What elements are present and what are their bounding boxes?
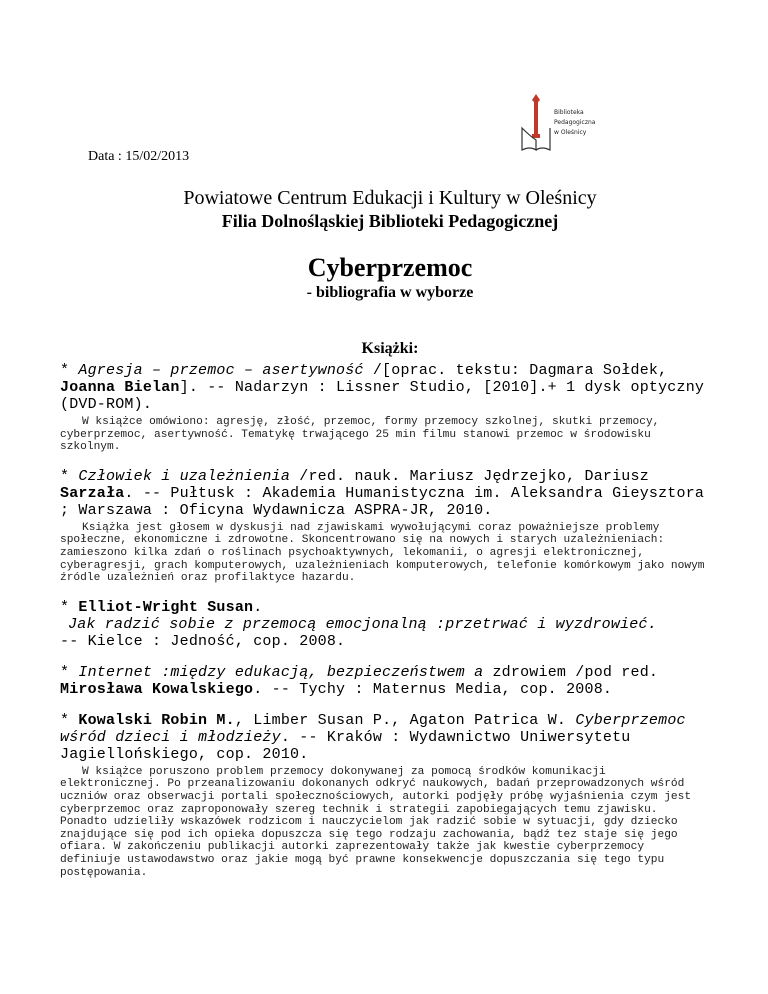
bibliography-entry [60, 599, 710, 650]
entry-pre-author: /red. nauk. Mariusz Jędrzejko, Dariusz [290, 467, 649, 485]
entry-author-line [60, 599, 710, 616]
entry-citation [60, 599, 710, 650]
entry-publication: . -- Tychy : Maternus Media, cop. 2008. [253, 680, 613, 698]
section-heading [0, 340, 768, 358]
entry-author: Mirosława Kowalskiego [60, 680, 254, 698]
logo-line: w Oleśnicy [554, 129, 587, 136]
entry-description: W książce poruszono problem przemocy dokonywanej za pomocą środków komunikacji elektronicznej. Po przeanalizowaniu dokonanych odkryć naukowych, badań przeprowadzonych wśród uczniów oraz obserwacji portali społecznościowych, autorki podjęły próbę wyjaśnienia czym jest cyberprzemoc oraz zaproponowały szereg technik i strategii zapobiegających temu zjawisku. Ponadto udzieliły wskazówek rodzicom i nauczycielom jak radzić sobie w sytuacji, gdy dziecko znajdujące się pod ich opieka dopuszcza się tego rodzaju zachowania, bądź tez staje się jego ofiara. W zakończeniu publikacji autorki zaprezentowały także jak kwestie cyberprzemocy definiuje ustawodawstwo oraz jakie mogą być prawne konsekwencje dopuszczania się tego typu postępowania. [60, 765, 692, 879]
bibliography-entry [60, 468, 710, 585]
title-block [0, 253, 768, 303]
entry-after-author: . [253, 598, 263, 616]
entry-citation [60, 362, 710, 413]
bibliography-entry [60, 712, 710, 879]
entry-bullet: * [60, 711, 79, 729]
bibliography-list [60, 362, 710, 893]
institution-name: Powiatowe Centrum Edukacji i Kultury w Oleśnicy [183, 187, 597, 209]
section-heading-text: Książki: [361, 340, 419, 357]
entry-author: Joanna Bielan [60, 379, 180, 396]
entry-citation [60, 664, 710, 698]
entry-citation [60, 468, 710, 519]
entry-title: Jak radzić sobie z przemocą emocjonalną :przetrwać i wyzdrowieć. [68, 615, 657, 633]
entry-pre-author: /[oprac. tekstu: Dagmara Sołdek, [363, 362, 668, 379]
entry-author: Kowalski Robin M. [78, 711, 235, 729]
institution-header [0, 186, 768, 232]
library-logo-icon [518, 90, 554, 154]
entry-title: Człowiek i uzależnienia [78, 467, 291, 485]
entry-publication: -- Kielce : Jedność, cop. 2008. [60, 632, 346, 650]
entry-after-author: , Limber Susan P., Agaton Patrica W. [234, 711, 576, 729]
logo-line: Pedagogiczna [554, 119, 596, 126]
entry-author: Sarzała [60, 484, 125, 502]
page-title: Cyberprzemoc [307, 253, 473, 282]
entry-author: Elliot-Wright Susan [78, 598, 254, 616]
entry-bullet: * [60, 467, 79, 485]
bibliography-entry [60, 664, 710, 698]
entry-bullet: * [60, 663, 79, 681]
entry-pre-author: zdrowiem /pod red. [483, 663, 659, 681]
entry-description: Książka jest głosem w dyskusji nad zjawiskami wywołującymi coraz poważniejsze problemy społeczne, ekonomiczne i zdrowotne. Skoncentrowano się na nowych i starych uzależnieniach: zamieszono kilka zdań o roślinach psychoaktywnych, lekomanii, o agresji elektronicznej, cyberagresji, grach komputerowych, uzależnieniach komputerowych, telefonie komórkowym jako nowym źródle uzależnień oraz profilaktyce hazardu. [60, 521, 705, 585]
entry-title: Agresja – przemoc – asertywność [78, 362, 364, 379]
entry-bullet: * [60, 362, 79, 379]
institution-branch: Filia Dolnośląskiej Biblioteki Pedagogicznej [221, 211, 559, 231]
entry-citation [60, 712, 710, 763]
entry-bullet: * [60, 598, 79, 616]
logo-text [554, 108, 595, 138]
entry-title: Internet :między edukacją, bezpieczeństwem a [78, 663, 484, 681]
entry-publication: ]. -- Nadarzyn : Lissner Studio, [2010].+ 1 dysk optyczny (DVD-ROM). [60, 379, 705, 413]
bibliography-entry [60, 362, 710, 454]
document-date: Data : 15/02/2013 [88, 149, 190, 164]
entry-publication: . -- Pułtusk : Akademia Humanistyczna im. Aleksandra Gieysztora ; Warszawa : Oficyna Wydawnicza ASPRA-JR, 2010. [60, 484, 705, 519]
page-subtitle: - bibliografia w wyborze [306, 284, 474, 301]
logo-line: Biblioteka [554, 109, 584, 116]
library-logo [508, 82, 614, 162]
entry-publication: . -- Kraków : Wydawnictwo Uniwersytetu Jagiellońskiego, cop. 2010. [60, 728, 631, 763]
entry-description: W książce omówiono: agresję, złość, przemoc, formy przemocy szkolnej, skutki przemocy, cyberprzemoc, asertywność. Tematykę trwającego 25 min filmu stanowi przemoc w środowisku szkolnym. [60, 416, 660, 454]
entry-title: Cyberprzemoc wśród dzieci i młodzieży [60, 711, 686, 746]
